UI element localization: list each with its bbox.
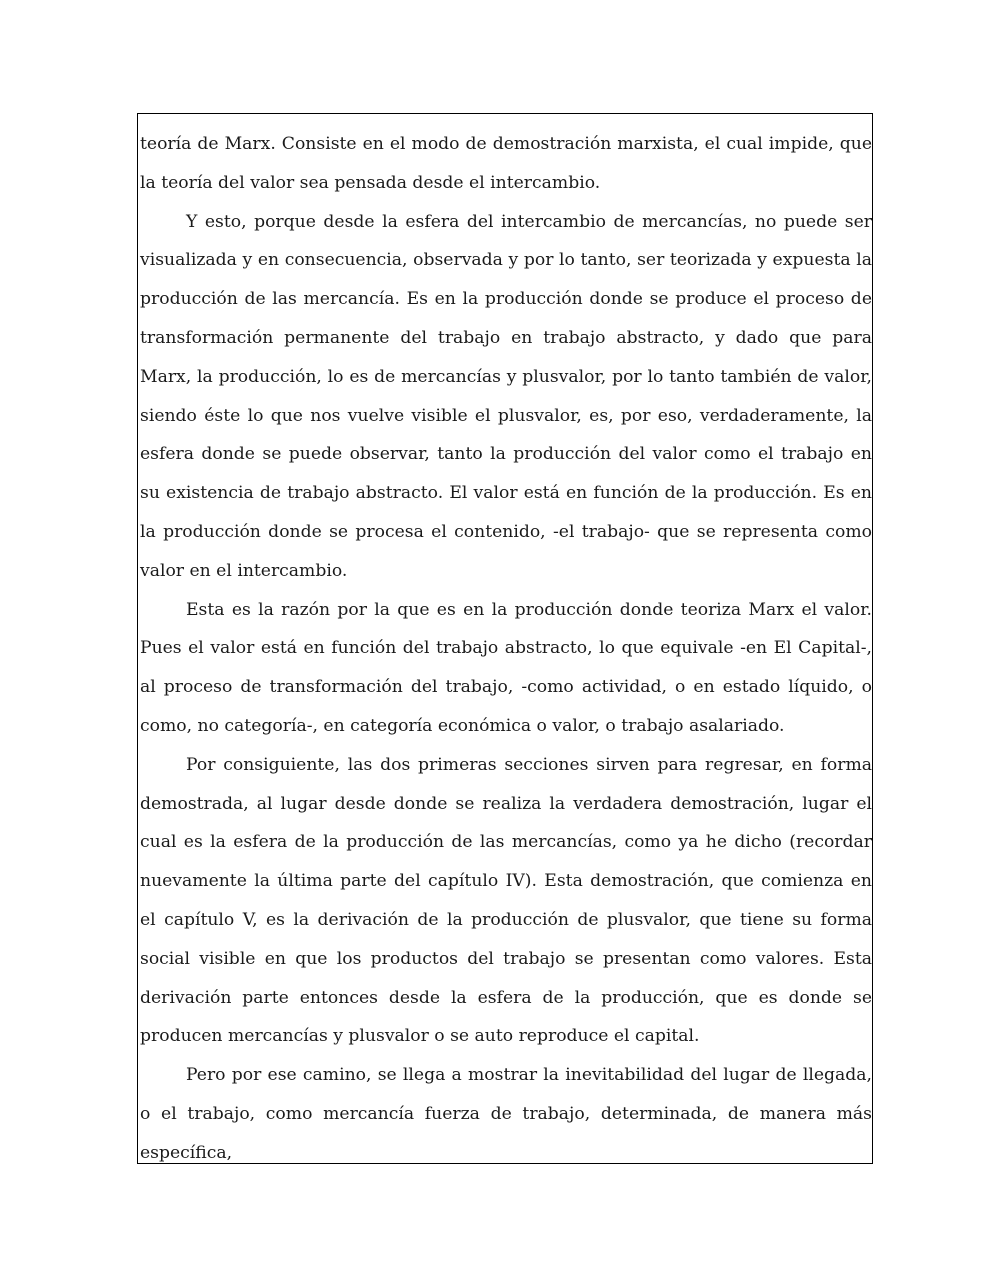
document-body	[140, 125, 872, 1173]
paragraph-3: Esta es la razón por la que es en la producción donde teoriza Marx el valor. Pues el valor está en función del trabajo abstracto, lo que equivale -en El Capital-, al proceso de transformación del trabajo, -como actividad, o en estado líquido, o como, no categoría-, en categoría económica o valor, o trabajo asalariado.	[140, 599, 872, 736]
paragraph-5: Pero por ese camino, se llega a mostrar la inevitabilidad del lugar de llegada, o el trabajo, como mercancía fuerza de trabajo, determinada, de manera más específica,	[140, 1065, 872, 1163]
paragraph-2: Y esto, porque desde la esfera del intercambio de mercancías, no puede ser visualizada y en consecuencia, observada y por lo tanto, ser teorizada y expuesta la producción de las mercancía. Es en la producción donde se produce el proceso de transformación permanente del trabajo en trabajo abstracto, y dado que para Marx, la producción, lo es de mercancías y plusvalor, por lo tanto también de valor, siendo éste lo que nos vuelve visible el plusvalor, es, por eso, verdaderamente, la esfera donde se puede observar, tanto la producción del valor como el trabajo en su existencia de trabajo abstracto. El valor está en función de la producción. Es en la producción donde se procesa el contenido, -el trabajo- que se representa como valor en el intercambio.	[140, 211, 872, 581]
paragraph-4: Por consiguiente, las dos primeras secciones sirven para regresar, en forma demostrada, al lugar desde donde se realiza la verdadera demostración, lugar el cual es la esfera de la producción de las mercancías, como ya he dicho (recordar nuevamente la última parte del capítulo IV). Esta demostración, que comienza en el capítulo V, es la derivación de la producción de plusvalor, que tiene su forma social visible en que los productos del trabajo se presentan como valores. Esta derivación parte entonces desde la esfera de la producción, que es donde se producen mercancías y plusvalor o se auto reproduce el capital.	[140, 754, 872, 1047]
paragraph-1: teoría de Marx. Consiste en el modo de demostración marxista, el cual impide, que la teoría del valor sea pensada desde el intercambio.	[140, 134, 872, 193]
